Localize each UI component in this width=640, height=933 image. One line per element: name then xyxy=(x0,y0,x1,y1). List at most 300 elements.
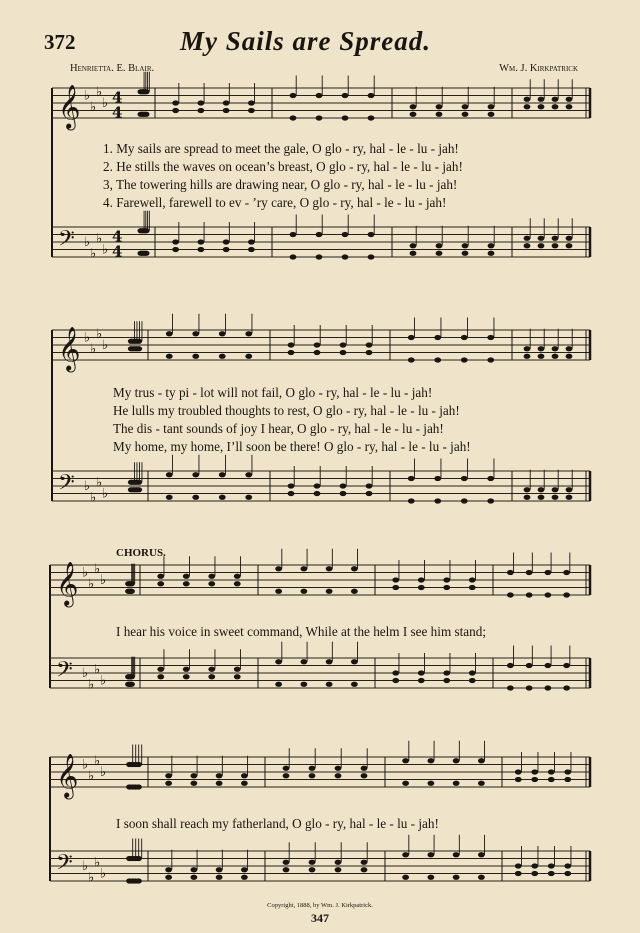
note-head xyxy=(241,867,248,872)
note-head xyxy=(548,871,555,876)
note-head xyxy=(531,871,538,876)
note-head xyxy=(190,773,197,778)
note-head xyxy=(524,487,531,492)
flat-icon: ♭ xyxy=(84,330,91,346)
note-head xyxy=(544,592,551,597)
flat-icon: ♭ xyxy=(96,326,103,342)
note-head xyxy=(300,566,307,571)
flat-icon: ♭ xyxy=(88,677,95,693)
note-head xyxy=(443,678,450,683)
flat-icon: ♭ xyxy=(88,576,95,592)
note-head xyxy=(538,354,545,359)
chorus-line-2: I soon shall reach my fatherland, O glo - ry, hal - le - lu - jah! xyxy=(116,816,439,831)
flat-icon: ♭ xyxy=(94,753,101,769)
note-head xyxy=(128,581,135,586)
flat-icon: ♭ xyxy=(94,662,101,678)
note-head xyxy=(183,667,190,672)
note-head xyxy=(157,667,164,672)
note-head xyxy=(208,581,215,586)
note-head xyxy=(544,663,551,668)
note-head xyxy=(487,476,494,481)
note-head xyxy=(366,491,373,496)
note-head xyxy=(488,251,495,256)
note-head xyxy=(524,236,531,241)
note-head xyxy=(552,97,559,102)
note-head xyxy=(478,758,485,763)
note-head xyxy=(478,852,485,857)
note-head xyxy=(248,100,255,105)
note-head xyxy=(453,781,460,786)
note-head xyxy=(488,243,495,248)
note-head xyxy=(135,339,142,344)
note-head xyxy=(443,670,450,675)
note-head xyxy=(563,592,570,597)
note-head xyxy=(552,495,559,500)
flat-icon: ♭ xyxy=(94,561,101,577)
note-head xyxy=(418,577,425,582)
flat-icon: ♭ xyxy=(100,573,107,588)
note-head xyxy=(524,354,531,359)
note-head xyxy=(563,570,570,575)
note-head xyxy=(469,585,476,590)
note-head xyxy=(192,331,199,336)
note-head xyxy=(135,784,142,789)
note-head xyxy=(392,577,399,582)
note-head xyxy=(208,674,215,679)
flat-icon: ♭ xyxy=(90,490,97,506)
note-head xyxy=(128,682,135,687)
note-head xyxy=(538,495,545,500)
treble-clef-icon: 𝄞 xyxy=(58,84,81,129)
page-number: 347 xyxy=(311,911,329,925)
note-head xyxy=(564,863,571,868)
note-head xyxy=(526,570,533,575)
note-head xyxy=(538,236,545,241)
note-head xyxy=(462,104,469,109)
note-head xyxy=(461,357,468,362)
note-head xyxy=(462,251,469,256)
flat-icon: ♭ xyxy=(82,565,89,581)
flat-icon: ♭ xyxy=(96,475,103,491)
flat-icon: ♭ xyxy=(88,870,95,886)
note-head xyxy=(309,773,316,778)
note-head xyxy=(283,773,290,778)
note-head xyxy=(335,766,342,771)
note-head xyxy=(566,236,573,241)
note-head xyxy=(548,777,555,782)
note-head xyxy=(340,350,347,355)
note-head xyxy=(538,487,545,492)
flat-icon: ♭ xyxy=(90,341,97,357)
note-head xyxy=(172,239,179,244)
note-head xyxy=(408,498,415,503)
note-head xyxy=(245,331,252,336)
note-head xyxy=(248,108,255,113)
note-head xyxy=(309,860,316,865)
note-head xyxy=(488,104,495,109)
note-head xyxy=(248,239,255,244)
note-head xyxy=(418,585,425,590)
note-head xyxy=(361,860,368,865)
time-signature-top: 4 xyxy=(112,227,123,246)
note-head xyxy=(524,495,531,500)
note-head xyxy=(290,254,297,259)
note-head xyxy=(531,777,538,782)
note-head xyxy=(361,773,368,778)
note-head xyxy=(436,243,443,248)
note-head xyxy=(135,346,142,351)
treble-clef-icon: 𝄞 xyxy=(56,561,79,606)
note-head xyxy=(283,867,290,872)
note-head xyxy=(566,487,573,492)
system1-verse-1: 1. My sails are spread to meet the gale, O glo - ry, hal - le - lu - jah! xyxy=(103,141,459,156)
note-head xyxy=(314,491,321,496)
note-head xyxy=(172,108,179,113)
system2-verse-1: My trus - ty pi - lot will not fail, O glo - ry, hal - le - lu - jah! xyxy=(113,385,433,400)
note-head xyxy=(326,566,333,571)
note-head xyxy=(524,243,531,248)
note-head xyxy=(340,483,347,488)
note-head xyxy=(314,350,321,355)
note-head xyxy=(461,498,468,503)
note-head xyxy=(469,670,476,675)
note-head xyxy=(410,243,417,248)
flat-icon: ♭ xyxy=(96,84,103,100)
note-head xyxy=(566,104,573,109)
note-head xyxy=(166,495,173,500)
note-head xyxy=(515,863,522,868)
note-head xyxy=(538,97,545,102)
note-head xyxy=(515,769,522,774)
system2-verse-3: The dis - tant sounds of joy I hear, O glo - ry, hal - le - lu - jah! xyxy=(113,421,444,436)
note-head xyxy=(544,570,551,575)
note-head xyxy=(410,104,417,109)
note-head xyxy=(469,678,476,683)
note-head xyxy=(436,112,443,117)
note-head xyxy=(552,354,559,359)
flat-icon: ♭ xyxy=(90,246,97,262)
note-head xyxy=(166,472,173,477)
note-head xyxy=(245,495,252,500)
note-head xyxy=(192,495,199,500)
system2-verse-2: He lulls my troubled thoughts to rest, O glo - ry, hal - le - lu - jah! xyxy=(113,403,460,418)
flat-icon: ♭ xyxy=(84,235,91,250)
note-head xyxy=(368,254,375,259)
note-head xyxy=(316,254,323,259)
note-head xyxy=(192,354,199,359)
note-head xyxy=(290,232,297,237)
note-head xyxy=(342,254,349,259)
note-head xyxy=(408,476,415,481)
note-head xyxy=(488,112,495,117)
note-head xyxy=(197,108,204,113)
note-head xyxy=(300,659,307,664)
note-head xyxy=(288,350,295,355)
treble-clef-icon: 𝄞 xyxy=(56,753,79,798)
note-head xyxy=(526,663,533,668)
flat-icon: ♭ xyxy=(88,768,95,784)
note-head xyxy=(515,871,522,876)
note-head xyxy=(410,251,417,256)
note-head xyxy=(190,875,197,880)
note-head xyxy=(135,762,142,767)
note-head xyxy=(241,773,248,778)
note-head xyxy=(183,574,190,579)
note-head xyxy=(434,476,441,481)
note-head xyxy=(361,867,368,872)
note-head xyxy=(183,581,190,586)
note-head xyxy=(248,247,255,252)
note-head xyxy=(427,852,434,857)
system1-verse-3: 3, The towering hills are drawing near, O glo - ry, hal - le - lu - jah! xyxy=(103,177,458,192)
note-head xyxy=(402,758,409,763)
flat-icon: ♭ xyxy=(102,338,109,353)
note-head xyxy=(410,112,417,117)
author-credit: Henrietta. E. Blair. xyxy=(70,63,155,74)
note-head xyxy=(309,766,316,771)
note-head xyxy=(165,867,172,872)
copyright-notice: Copyright, 1888, by Wm. J. Kirkpatrick. xyxy=(267,902,373,909)
note-head xyxy=(408,335,415,340)
note-head xyxy=(368,93,375,98)
note-head xyxy=(538,104,545,109)
note-head xyxy=(552,236,559,241)
note-head xyxy=(531,769,538,774)
note-head xyxy=(342,93,349,98)
flat-icon: ♭ xyxy=(100,673,107,689)
note-head xyxy=(326,682,333,687)
note-head xyxy=(526,592,533,597)
note-head xyxy=(172,247,179,252)
note-head xyxy=(342,232,349,237)
note-head xyxy=(418,678,425,683)
note-head xyxy=(216,867,223,872)
note-head xyxy=(436,104,443,109)
note-head xyxy=(453,875,460,880)
note-head xyxy=(366,342,373,347)
note-head xyxy=(461,476,468,481)
note-head xyxy=(507,685,514,690)
note-head xyxy=(208,667,215,672)
time-signature-bottom: 4 xyxy=(112,103,123,122)
note-head xyxy=(135,480,142,485)
note-head xyxy=(288,342,295,347)
note-head xyxy=(462,243,469,248)
note-head xyxy=(443,585,450,590)
bass-clef-icon: 𝄢 xyxy=(56,657,73,688)
note-head xyxy=(487,335,494,340)
note-head xyxy=(351,682,358,687)
note-head xyxy=(219,331,226,336)
note-head xyxy=(478,781,485,786)
note-head xyxy=(566,97,573,102)
note-head xyxy=(427,758,434,763)
note-head xyxy=(351,566,358,571)
time-signature-bottom: 4 xyxy=(112,242,123,261)
note-head xyxy=(566,346,573,351)
flat-icon: ♭ xyxy=(94,855,101,871)
note-head xyxy=(223,108,230,113)
treble-clef-icon: 𝄞 xyxy=(58,326,81,371)
note-head xyxy=(340,342,347,347)
note-head xyxy=(392,678,399,683)
note-head xyxy=(157,674,164,679)
note-head xyxy=(143,89,150,94)
note-head xyxy=(241,875,248,880)
note-head xyxy=(166,331,173,336)
note-head xyxy=(283,860,290,865)
note-head xyxy=(564,871,571,876)
note-head xyxy=(524,346,531,351)
note-head xyxy=(524,97,531,102)
note-head xyxy=(275,682,282,687)
note-head xyxy=(288,483,295,488)
note-head xyxy=(515,777,522,782)
note-head xyxy=(507,663,514,668)
note-head xyxy=(275,659,282,664)
note-head xyxy=(392,585,399,590)
flat-icon: ♭ xyxy=(100,866,107,882)
note-head xyxy=(165,875,172,880)
note-head xyxy=(564,769,571,774)
note-head xyxy=(316,115,323,120)
note-head xyxy=(326,659,333,664)
note-head xyxy=(309,867,316,872)
note-head xyxy=(234,667,241,672)
note-head xyxy=(135,487,142,492)
note-head xyxy=(408,357,415,362)
note-head xyxy=(197,239,204,244)
note-head xyxy=(566,243,573,248)
note-head xyxy=(290,93,297,98)
note-head xyxy=(434,357,441,362)
note-head xyxy=(531,863,538,868)
note-head xyxy=(165,781,172,786)
note-head xyxy=(552,243,559,248)
note-head xyxy=(453,852,460,857)
note-head xyxy=(538,243,545,248)
note-head xyxy=(314,342,321,347)
system1-verse-2: 2. He stills the waves on ocean’s breast, O glo - ry, hal - le - lu - jah! xyxy=(103,159,463,174)
note-head xyxy=(183,674,190,679)
note-head xyxy=(434,335,441,340)
note-head xyxy=(351,659,358,664)
note-head xyxy=(427,875,434,880)
note-head xyxy=(453,758,460,763)
hymn-title: My Sails are Spread. xyxy=(180,26,432,56)
note-head xyxy=(143,251,150,256)
note-head xyxy=(361,766,368,771)
note-head xyxy=(219,472,226,477)
note-head xyxy=(434,498,441,503)
note-head xyxy=(564,777,571,782)
note-head xyxy=(208,574,215,579)
note-head xyxy=(351,589,358,594)
note-head xyxy=(275,589,282,594)
note-head xyxy=(427,781,434,786)
note-head xyxy=(245,354,252,359)
note-head xyxy=(368,115,375,120)
system1-verse-4: 4. Farewell, farewell to ev - ’ry care, O glo - ry, hal - le - lu - jah! xyxy=(103,195,447,210)
note-head xyxy=(461,335,468,340)
note-head xyxy=(283,766,290,771)
note-head xyxy=(157,574,164,579)
flat-icon: ♭ xyxy=(102,96,109,111)
bass-clef-icon: 𝄢 xyxy=(58,226,75,257)
note-head xyxy=(402,875,409,880)
note-head xyxy=(241,781,248,786)
note-head xyxy=(335,860,342,865)
note-head xyxy=(172,100,179,105)
hymn-number: 372 xyxy=(44,30,76,54)
note-head xyxy=(234,674,241,679)
note-head xyxy=(216,773,223,778)
note-head xyxy=(462,112,469,117)
composer-credit: Wm. J. Kirkpatrick xyxy=(499,63,578,74)
note-head xyxy=(478,875,485,880)
note-head xyxy=(443,577,450,582)
chorus-label: CHORUS. xyxy=(116,547,166,559)
flat-icon: ♭ xyxy=(96,231,103,247)
note-head xyxy=(166,354,173,359)
note-head xyxy=(507,592,514,597)
note-head xyxy=(335,773,342,778)
note-head xyxy=(316,93,323,98)
note-head xyxy=(216,875,223,880)
note-head xyxy=(566,495,573,500)
note-head xyxy=(128,589,135,594)
note-head xyxy=(165,773,172,778)
note-head xyxy=(563,685,570,690)
note-head xyxy=(418,670,425,675)
note-head xyxy=(552,104,559,109)
note-head xyxy=(487,357,494,362)
note-head xyxy=(487,498,494,503)
note-head xyxy=(566,354,573,359)
note-head xyxy=(316,232,323,237)
note-head xyxy=(548,863,555,868)
note-head xyxy=(469,577,476,582)
note-head xyxy=(314,483,321,488)
note-head xyxy=(402,852,409,857)
note-head xyxy=(190,867,197,872)
flat-icon: ♭ xyxy=(84,88,91,104)
note-head xyxy=(234,574,241,579)
note-head xyxy=(544,685,551,690)
note-head xyxy=(342,115,349,120)
note-head xyxy=(290,115,297,120)
flat-icon: ♭ xyxy=(84,479,91,494)
note-head xyxy=(197,247,204,252)
flat-icon: ♭ xyxy=(82,859,89,874)
note-head xyxy=(526,685,533,690)
flat-icon: ♭ xyxy=(82,666,89,681)
note-head xyxy=(223,239,230,244)
flat-icon: ♭ xyxy=(90,99,97,115)
note-head xyxy=(326,589,333,594)
note-head xyxy=(552,487,559,492)
note-head xyxy=(245,472,252,477)
flat-icon: ♭ xyxy=(102,486,109,502)
note-head xyxy=(275,566,282,571)
flat-icon: ♭ xyxy=(82,757,89,773)
note-head xyxy=(392,670,399,675)
note-head xyxy=(436,251,443,256)
flat-icon: ♭ xyxy=(102,242,109,258)
note-head xyxy=(538,346,545,351)
note-head xyxy=(368,232,375,237)
note-head xyxy=(157,581,164,586)
